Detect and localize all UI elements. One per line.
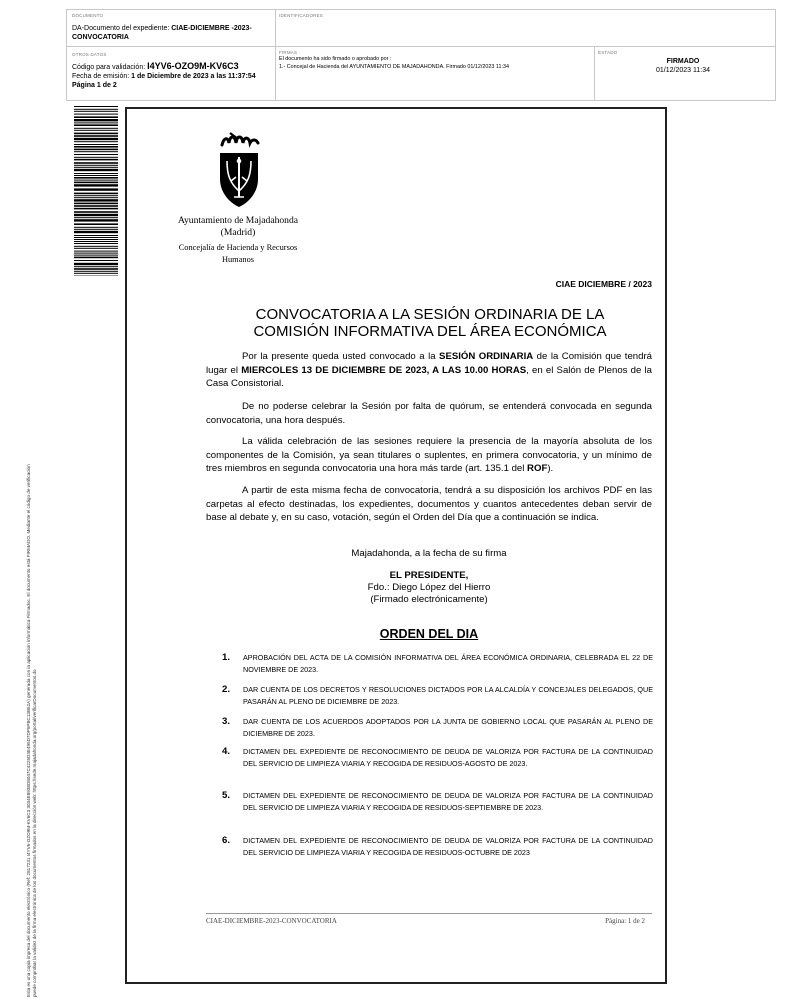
agenda-item-text: DICTAMEN DEL EXPEDIENTE DE RECONOCIMIENTO DE DEUDA DE VALORIZA POR FACTURA DE LA CONTINUIDAD DEL SERVICIO DE LIMPIEZA VIARIA Y RECOGIDA DE RESIDUOS-SEPTIEMBRE DE 2023. xyxy=(243,791,653,812)
coat-of-arms-logo xyxy=(214,131,264,209)
institution-block xyxy=(150,215,326,239)
president-name: Fdo.: Diego López del Hierro xyxy=(367,582,491,593)
signature-header-table xyxy=(66,9,776,101)
agenda-item-text: APROBACIÓN DEL ACTA DE LA COMISIÓN INFORMATIVA DEL ÁREA ECONÓMICA ORDINARIA, CELEBRADA EL 22 DE NOVIEMBRE DE 2023. xyxy=(243,653,653,674)
p1-text-c: de la Comisión que tendrá lugar el xyxy=(206,351,652,376)
paragraph-4 xyxy=(206,484,652,525)
firmas-label: FIRMAS xyxy=(279,50,298,55)
estado-value: FIRMADO xyxy=(666,58,700,65)
president-title: EL PRESIDENTE, xyxy=(389,570,469,581)
department-line-2: Humanos xyxy=(221,255,255,264)
agenda-item-number: 4. xyxy=(222,746,231,757)
institution-region: (Madrid) xyxy=(220,227,256,238)
department-line-1: Concejalía de Hacienda y Recursos xyxy=(178,243,298,252)
p1-text-a: Por la presente queda usted convocado a la xyxy=(242,351,440,362)
documento-label: DOCUMENTO xyxy=(72,13,104,18)
barcode-image xyxy=(74,106,118,276)
agenda-item-number: 5. xyxy=(222,790,231,801)
paragraph-2 xyxy=(206,400,652,427)
estado-label: ESTADO xyxy=(598,50,618,55)
side-text-line-1: Esta es una copia impresa del documento electrónico (Ref: 2817231 I4YV6-OZO9M-KV6C3 3034E8938D8047C4225D3E495D7DP5PBC13B52A) generada con la aplicación informática Firmadoc. El documento está FIRMADO. Mediante el código de verificación xyxy=(26,464,31,997)
firmas-intro: El documento ha sido firmado o aprobado por : xyxy=(279,56,392,62)
documento-value: DA-Documento del expediente: CIAE-DICIEMBRE -2023-CONVOCATORIA xyxy=(72,25,252,41)
verification-side-text xyxy=(26,237,44,997)
divider xyxy=(67,46,775,47)
signed-note: (Firmado electrónicamente) xyxy=(370,594,488,605)
agenda-item-text: DICTAMEN DEL EXPEDIENTE DE RECONOCIMIENTO DE DEUDA DE VALORIZA POR FACTURA DE LA CONTINUIDAD DEL SERVICIO DE LIMPIEZA VIARIA Y RECOGIDA DE RESIDUOS-AGOSTO DE 2023. xyxy=(243,747,653,768)
page-count: Página 1 de 2 xyxy=(72,82,117,89)
p1-text-e: , en el Salón de Plenos de la Casa Consistorial. xyxy=(206,364,652,390)
paragraph-3 xyxy=(206,435,652,476)
divider xyxy=(594,46,595,100)
p1-session-date: MIERCOLES 13 DE DICIEMBRE DE 2023, A LAS 10.00 HORAS xyxy=(241,364,527,376)
firmas-line: 1.- Concejal de Hacienda del AYUNTAMIENTO DE MAJADAHONDA. Firmado 01/12/2023 11:34 xyxy=(279,64,509,70)
validation-code: Código para validación: I4YV6-OZO9M-KV6C3 xyxy=(72,61,239,71)
p1-session-type: SESIÓN ORDINARIA xyxy=(439,351,534,362)
identificadores-label: IDENTIFICADORES xyxy=(279,13,324,18)
paragraph-1 xyxy=(206,350,652,391)
otros-datos-label: OTROS DATOS xyxy=(72,52,107,57)
document-title xyxy=(206,306,654,340)
agenda-item-number: 2. xyxy=(222,684,231,695)
footer-doc-id: CIAE-DICIEMBRE-2023-CONVOCATORIA xyxy=(206,917,337,925)
agenda-heading: ORDEN DEL DIA xyxy=(379,627,479,641)
p3-text-c: ). xyxy=(547,463,554,475)
p2-text: De no poderse celebrar la Sesión por falta de quórum, se entenderá convocada en segunda convocatoria, una hora después. xyxy=(206,401,652,426)
agenda-item-text: DAR CUENTA DE LOS ACUERDOS ADOPTADOS POR LA JUNTA DE GOBIERNO LOCAL QUE PASARÁN AL PLENO DE DICIEMBRE DE 2023. xyxy=(243,717,653,738)
footer-divider xyxy=(206,913,652,914)
title-line-2: COMISIÓN INFORMATIVA DEL ÁREA ECONÓMICA xyxy=(253,323,607,340)
agenda-item-text: DICTAMEN DEL EXPEDIENTE DE RECONOCIMIENTO DE DEUDA DE VALORIZA POR FACTURA DE LA CONTINUIDAD DEL SERVICIO DE LIMPIEZA VIARIA Y RECOGIDA DE RESIDUOS-OCTUBRE DE 2023 xyxy=(243,836,653,857)
issue-date: Fecha de emisión: 1 de Diciembre de 2023 a las 11:37:54 xyxy=(72,73,256,80)
agenda-item-number: 1. xyxy=(222,652,231,663)
reference-code: CIAE DICIEMBRE / 2023 xyxy=(555,279,652,289)
p3-rof: ROF xyxy=(527,463,548,475)
department-block xyxy=(150,242,326,266)
institution-name: Ayuntamiento de Majadahonda xyxy=(177,215,299,226)
footer-page-number: Página: 1 de 2 xyxy=(605,917,645,925)
agenda-item-number: 3. xyxy=(222,716,231,727)
p3-text-a: La válida celebración de las sesiones requiere la presencia de la mayoría absoluta de los componentes de la Comisión, ya sean titulares o suplentes, en primera convocatoria, y un mínimo de tres miembros en segunda convocatoria una hora más tarde (art. 135.1 del xyxy=(206,436,652,475)
agenda-item-text: DAR CUENTA DE LOS DECRETOS Y RESOLUCIONES DICTADOS POR LA ALCALDÍA Y CONCEJALES DELEGADOS, QUE PASARÁN AL PLENO DE DICIEMBRE DE 2023. xyxy=(243,685,653,706)
title-line-1: CONVOCATORIA A LA SESIÓN ORDINARIA DE LA xyxy=(255,306,605,323)
p4-text: A partir de esta misma fecha de convocatoria, tendrá a su disposición los archivos PDF en las carpetas al efecto destinadas, los expedientes, documentos y cuantos antecedentes deban servir de base al debate y, en su caso, votación, según el Orden del Día que a continuación se indica. xyxy=(206,485,652,524)
place-date: Majadahonda, a la fecha de su firma xyxy=(351,548,507,559)
estado-date: 01/12/2023 11:34 xyxy=(656,67,710,74)
agenda-item-number: 6. xyxy=(222,835,231,846)
divider xyxy=(275,10,276,100)
side-text-line-2: puede comprobar la validez de la firma electrónica de los documentos firmados en la dirección web: https://sede.majadahonda.org/portal/verificarDocumentos.do xyxy=(32,669,37,997)
